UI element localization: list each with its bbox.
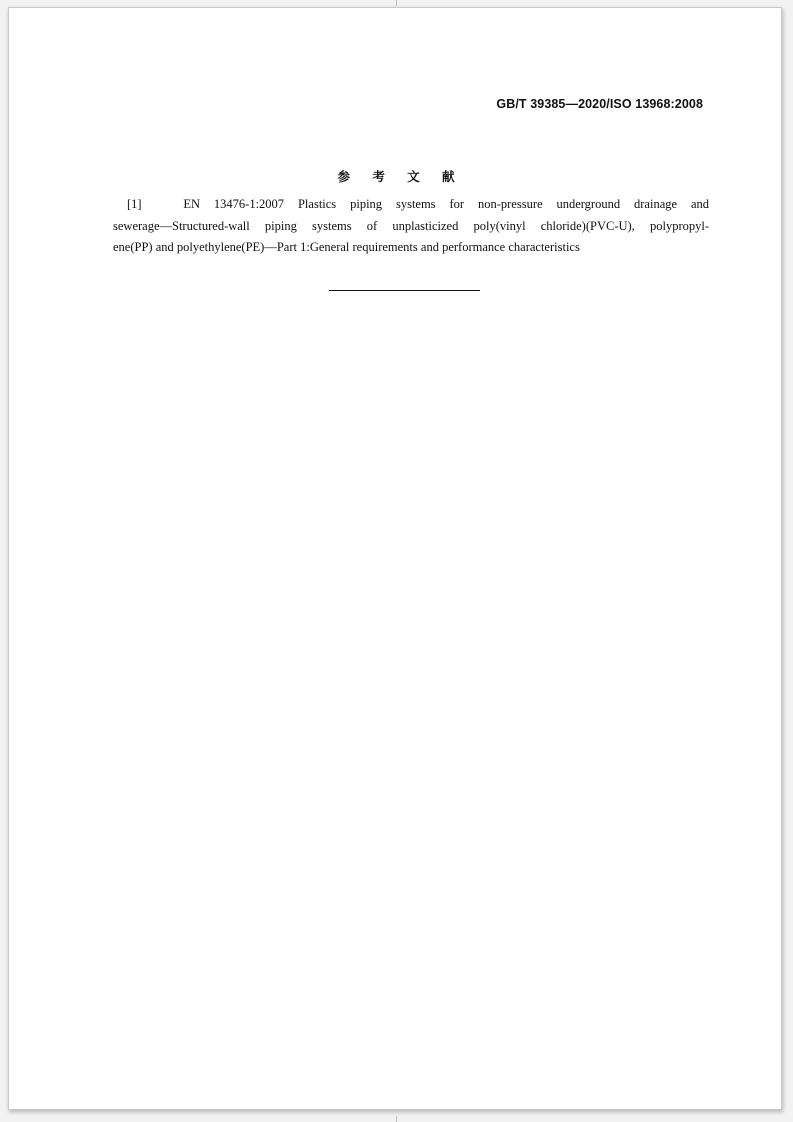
reference-line-2: sewerage—Structured-wall piping systems of unplasticized poly(vinyl chloride)(PVC-U), polypropyl-	[113, 218, 709, 233]
crop-mark-bottom	[396, 1116, 397, 1122]
end-rule	[329, 290, 480, 291]
document-page	[8, 7, 782, 1110]
document-header: GB/T 39385—2020/ISO 13968:2008	[496, 97, 703, 111]
section-title: 参 考 文 献	[337, 169, 464, 184]
reference-line-1-text: EN 13476-1:2007 Plastics piping systems for non-pressure underground drainage and	[183, 197, 710, 211]
reference-entry	[113, 194, 709, 259]
reference-line-3: ene(PP) and polyethylene(PE)—Part 1:General requirements and performance characteristics	[113, 240, 580, 254]
reference-number: [1]	[127, 197, 142, 211]
crop-mark-top	[396, 0, 397, 6]
reference-line-1	[113, 194, 709, 216]
